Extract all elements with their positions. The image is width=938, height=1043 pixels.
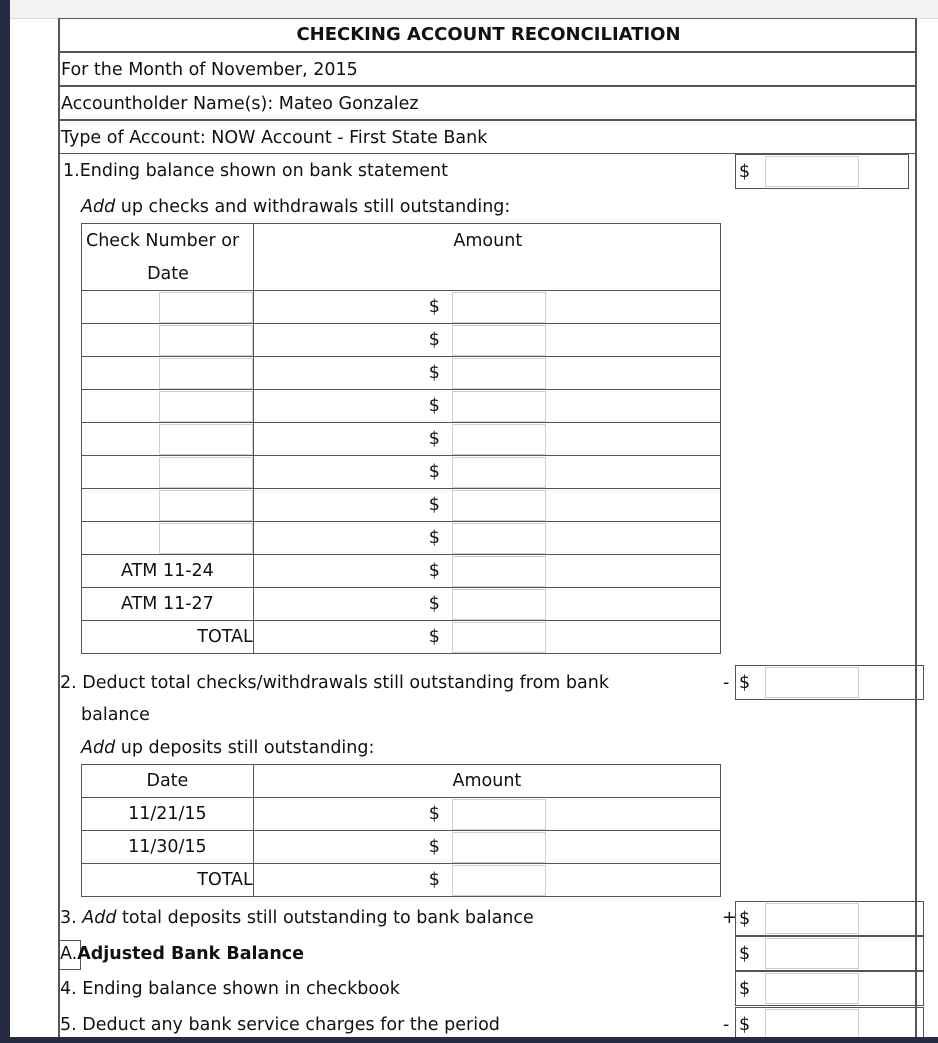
row-dollar: $ <box>428 528 440 548</box>
checks-total-row <box>82 621 721 654</box>
checks-col1-header <box>82 224 254 291</box>
amount-cell <box>253 291 720 324</box>
step3-add: Add <box>82 908 117 928</box>
table-row <box>82 423 721 456</box>
amount-cell <box>253 522 720 555</box>
step2-minus: - <box>723 673 730 693</box>
deposit-amount-cell <box>253 798 720 831</box>
step5-amount-input[interactable] <box>765 1009 859 1038</box>
deposit-date: 11/30/15 <box>128 837 207 857</box>
account-type-text: Type of Account: NOW Account - First State Bank <box>61 128 488 148</box>
stepA-dollar: $ <box>739 944 751 964</box>
check-number-input[interactable] <box>159 325 253 356</box>
deposit-amount-input[interactable] <box>452 832 546 863</box>
deposits-col2-label: Amount <box>452 771 522 791</box>
step2-box <box>735 665 924 700</box>
check-label: ATM 11-27 <box>120 594 214 614</box>
step4-label: 4. Ending balance shown in checkbook <box>60 979 400 999</box>
step5-dollar: $ <box>739 1015 751 1035</box>
check-cell <box>82 456 254 489</box>
amount-cell <box>253 357 720 390</box>
amount-cell <box>253 456 720 489</box>
deposits-header-row <box>82 765 721 798</box>
step2-label-line1: 2. Deduct total checks/withdrawals still outstanding from bank <box>60 673 609 693</box>
table-row <box>82 522 721 555</box>
check-amount-input[interactable] <box>452 325 546 356</box>
top-scroll-strip <box>10 0 938 19</box>
checks-intro <box>81 197 510 217</box>
step5-label: 5. Deduct any bank service charges for the period <box>60 1015 500 1035</box>
amount-cell <box>253 423 720 456</box>
stepA-label <box>60 944 304 964</box>
row-dollar: $ <box>428 462 440 482</box>
deposits-total-label: TOTAL <box>197 870 253 890</box>
deposits-col1-label: Date <box>146 771 189 791</box>
deposits-total-dollar: $ <box>428 870 440 890</box>
checks-col1-line1: Check Number or <box>86 231 240 251</box>
check-amount-input[interactable] <box>452 391 546 422</box>
row-dollar: $ <box>428 804 440 824</box>
amount-cell <box>253 555 720 588</box>
stepA-title: Adjusted Bank Balance <box>77 944 305 964</box>
step3-dollar: $ <box>739 909 751 929</box>
table-row <box>82 489 721 522</box>
checks-total-cell <box>82 621 254 654</box>
step1-box <box>735 154 909 189</box>
checks-table <box>81 223 721 654</box>
check-amount-input[interactable] <box>452 358 546 389</box>
step3-amount-input[interactable] <box>765 903 859 934</box>
checks-col1-line2: Date <box>147 264 189 284</box>
form-title: CHECKING ACCOUNT RECONCILIATION <box>296 24 681 45</box>
checks-intro-add: Add <box>81 197 116 217</box>
step1-label: 1.Ending balance shown on bank statement <box>63 161 448 181</box>
deposits-total-amount-cell <box>253 864 720 897</box>
deposit-date-cell <box>82 831 254 864</box>
deposits-col1-header <box>82 765 254 798</box>
check-number-input[interactable] <box>159 292 253 323</box>
check-cell <box>82 489 254 522</box>
deposits-intro <box>81 738 374 758</box>
deposit-amount-cell <box>253 831 720 864</box>
row-dollar: $ <box>428 837 440 857</box>
checks-col2-header <box>253 224 720 291</box>
check-number-input[interactable] <box>159 457 253 488</box>
check-amount-input[interactable] <box>452 589 546 620</box>
check-cell <box>82 291 254 324</box>
month-row <box>58 52 917 86</box>
checks-col2-label: Amount <box>453 231 523 251</box>
row-dollar: $ <box>428 363 440 383</box>
row-dollar: $ <box>428 429 440 449</box>
step4-box <box>735 971 924 1006</box>
checks-intro-rest: up checks and withdrawals still outstanding: <box>115 197 511 217</box>
row-dollar: $ <box>428 330 440 350</box>
table-row <box>82 798 721 831</box>
checks-header-row <box>82 224 721 291</box>
check-number-input[interactable] <box>159 358 253 389</box>
checks-total-amount-cell <box>253 621 720 654</box>
check-cell <box>82 588 254 621</box>
step1-dollar: $ <box>739 162 751 182</box>
deposit-date: 11/21/15 <box>128 804 207 824</box>
account-type-row <box>58 120 917 154</box>
step3-plus: + <box>722 908 737 928</box>
table-row <box>82 831 721 864</box>
check-amount-input[interactable] <box>452 556 546 587</box>
step1-amount-input[interactable] <box>765 156 859 187</box>
checks-total-label: TOTAL <box>197 627 253 647</box>
holder-row <box>58 86 917 120</box>
checks-total-input[interactable] <box>452 622 546 653</box>
table-row <box>82 357 721 390</box>
step3-num: 3. <box>60 908 83 928</box>
deposits-total-input[interactable] <box>452 865 546 896</box>
amount-cell <box>253 489 720 522</box>
check-cell <box>82 522 254 555</box>
check-cell <box>82 390 254 423</box>
step3-label <box>60 908 534 928</box>
holder-text: Accountholder Name(s): Mateo Gonzalez <box>61 94 419 114</box>
check-amount-input[interactable] <box>452 490 546 521</box>
row-dollar: $ <box>428 594 440 614</box>
check-cell <box>82 555 254 588</box>
step5-minus: - <box>723 1015 730 1035</box>
amount-cell <box>253 588 720 621</box>
row-dollar: $ <box>428 297 440 317</box>
step3-box <box>735 901 924 936</box>
stepA-box <box>735 936 924 971</box>
row-dollar: $ <box>428 396 440 416</box>
deposits-table <box>81 764 721 897</box>
deposit-date-cell <box>82 798 254 831</box>
step2-amount-input[interactable] <box>765 667 859 698</box>
table-row <box>82 291 721 324</box>
step2-dollar: $ <box>739 673 751 693</box>
check-cell <box>82 324 254 357</box>
checks-total-dollar: $ <box>428 627 440 647</box>
check-cell <box>82 357 254 390</box>
table-row <box>82 324 721 357</box>
check-label: ATM 11-24 <box>120 561 214 581</box>
deposits-total-cell <box>82 864 254 897</box>
check-number-input[interactable] <box>159 523 253 554</box>
deposits-intro-rest: up deposits still outstanding: <box>115 738 375 758</box>
check-number-input[interactable] <box>159 490 253 521</box>
check-amount-input[interactable] <box>452 424 546 455</box>
deposit-amount-input[interactable] <box>452 799 546 830</box>
form-title-row <box>58 18 917 52</box>
check-amount-input[interactable] <box>452 292 546 323</box>
check-amount-input[interactable] <box>452 457 546 488</box>
deposits-intro-add: Add <box>81 738 116 758</box>
table-row <box>82 555 721 588</box>
amount-cell <box>253 324 720 357</box>
row-dollar: $ <box>428 495 440 515</box>
amount-cell <box>253 390 720 423</box>
step5-box <box>735 1007 924 1037</box>
table-row <box>82 588 721 621</box>
stepA-amount-input[interactable] <box>765 938 859 969</box>
bottom-window-edge <box>0 1037 938 1043</box>
month-text: For the Month of November, 2015 <box>61 60 358 80</box>
step2-label-line2: balance <box>81 705 150 725</box>
deposits-col2-header <box>253 765 720 798</box>
deposits-total-row <box>82 864 721 897</box>
check-number-input[interactable] <box>159 391 253 422</box>
table-row <box>82 456 721 489</box>
stepA-num: A. <box>60 944 78 964</box>
step3-rest: total deposits still outstanding to bank balance <box>116 908 534 928</box>
row-dollar: $ <box>428 561 440 581</box>
check-amount-input[interactable] <box>452 523 546 554</box>
step4-amount-input[interactable] <box>765 973 859 1004</box>
table-row <box>82 390 721 423</box>
check-number-input[interactable] <box>159 424 253 455</box>
check-cell <box>82 423 254 456</box>
left-window-edge <box>0 0 10 1043</box>
step4-dollar: $ <box>739 979 751 999</box>
